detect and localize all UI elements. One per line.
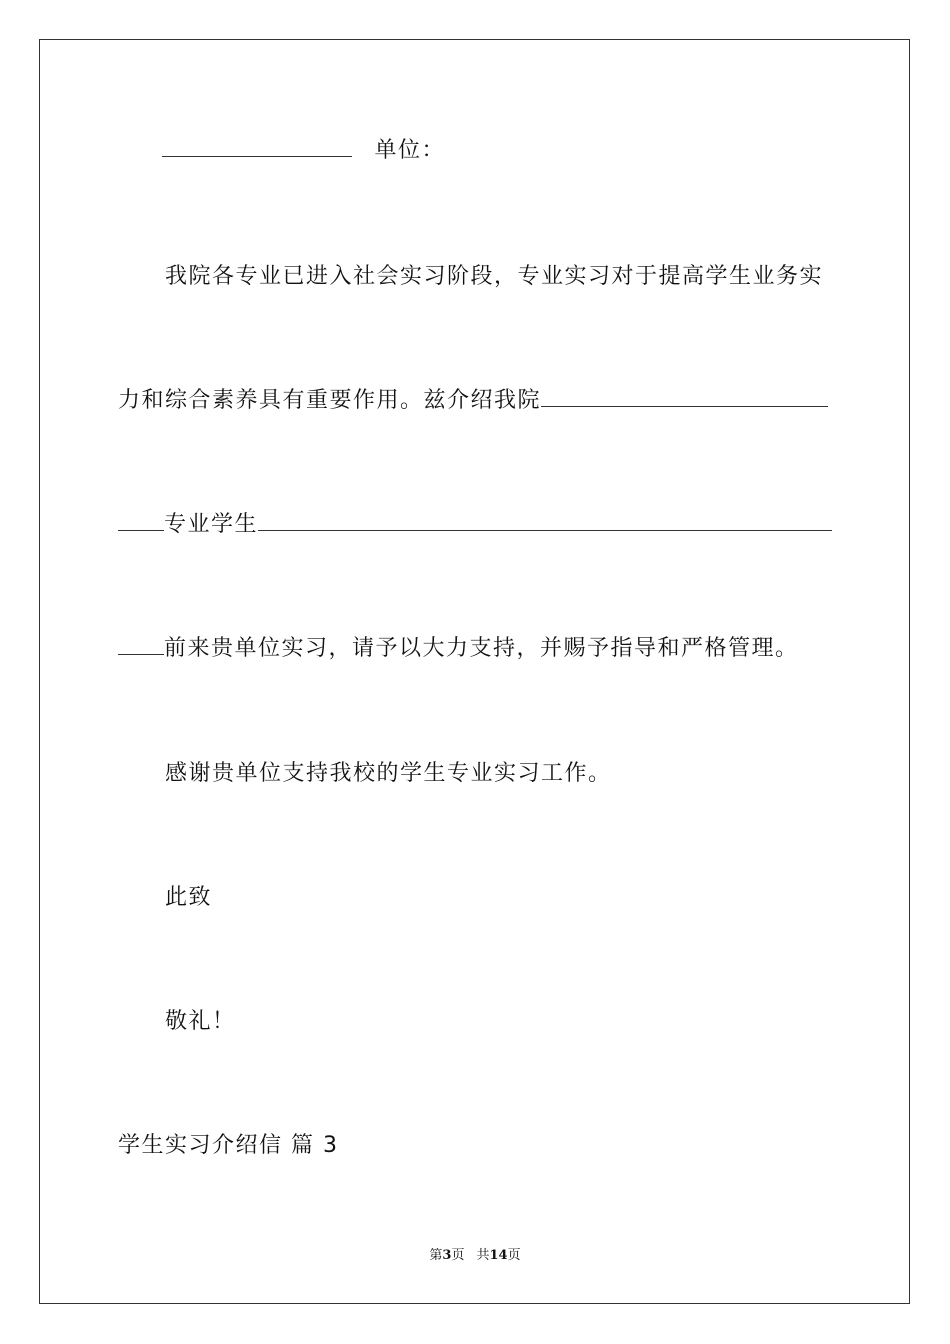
thanks-line: 感谢贵单位支持我校的学生专业实习工作。 — [165, 761, 612, 786]
body-line-4 — [118, 634, 838, 664]
body-line-2-text: 力和综合素养具有重要作用。兹介绍我院 — [118, 388, 542, 413]
body-line-4-text: 前来贵单位实习，请予以大力支持，并赐予指导和严格管理。 — [164, 636, 799, 661]
student-blank — [258, 510, 832, 531]
department-blank — [541, 386, 828, 407]
page-footer — [0, 1247, 950, 1265]
section-heading: 学生实习介绍信 篇 3 — [118, 1133, 339, 1158]
major-blank — [118, 510, 164, 531]
closing-salutation: 此致 — [165, 885, 213, 910]
unit-label: 单位： — [374, 138, 446, 163]
body-line-1: 我院各专业已进入社会实习阶段，专业实习对于提高学生业务实 — [165, 264, 824, 289]
page-border — [39, 39, 910, 1304]
recipient-blank — [162, 136, 352, 157]
body-line-3 — [118, 510, 838, 540]
total-prefix: 共 — [476, 1248, 490, 1263]
total-suffix: 页 — [507, 1248, 521, 1263]
count-blank — [118, 634, 164, 655]
closing-regards: 敬礼！ — [165, 1009, 236, 1034]
total-pages: 14 — [489, 1248, 508, 1263]
page-number: 3 — [442, 1248, 452, 1263]
body-line-2 — [118, 386, 838, 416]
page-prefix: 第 — [429, 1248, 443, 1263]
body-line-3-text: 专业学生 — [164, 512, 259, 537]
recipient-line — [162, 136, 882, 166]
page-suffix: 页 — [451, 1248, 465, 1263]
